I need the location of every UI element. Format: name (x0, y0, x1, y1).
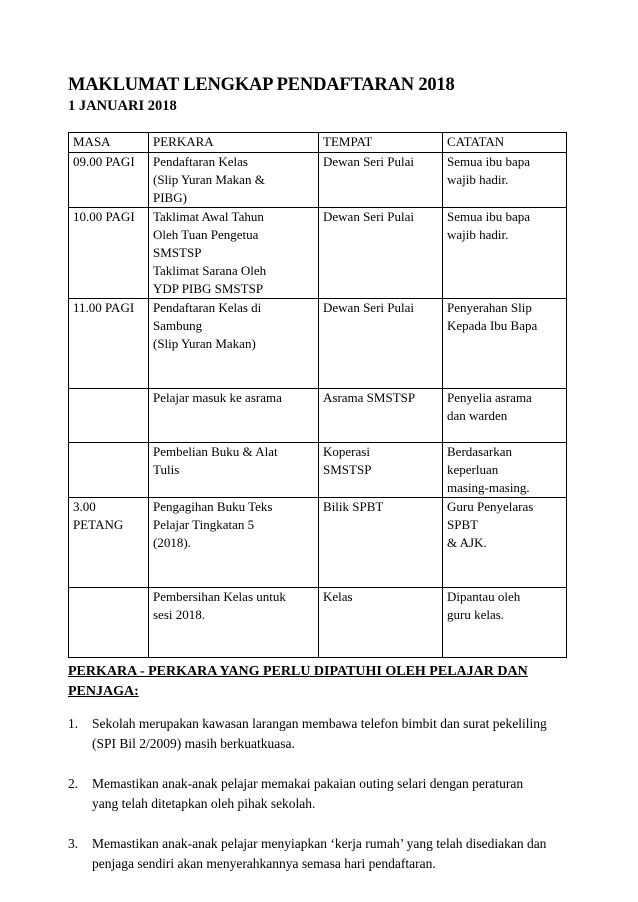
rules-heading: PERKARA - PERKARA YANG PERLU DIPATUHI OLEH PELAJAR DAN PENJAGA: (68, 664, 528, 699)
rules-list (68, 714, 548, 894)
cell-perkara: Pendaftaran Kelas di Sambung (Slip Yuran Makan) (149, 299, 319, 389)
header-perkara: PERKARA (149, 133, 319, 153)
cell-masa (69, 443, 149, 498)
table-row (69, 299, 567, 389)
list-item-text: Sekolah merupakan kawasan larangan membawa telefon bimbit dan surat pekeliling (SPI Bil 2/2009) masih berkuatkuasa. (92, 716, 547, 751)
header-masa: MASA (69, 133, 149, 153)
cell-catatan: Penyelia asrama dan warden (443, 389, 567, 443)
cell-tempat: Dewan Seri Pulai (319, 208, 443, 299)
list-item-text: Memastikan anak-anak pelajar memakai pakaian outing selari dengan peraturan yang telah ditetapkan oleh pihak sekolah. (92, 776, 524, 811)
document-title: MAKLUMAT LENGKAP PENDAFTARAN 2018 (68, 75, 455, 95)
cell-catatan: Dipantau oleh guru kelas. (443, 588, 567, 658)
cell-tempat: Bilik SPBT (319, 498, 443, 588)
table-row (69, 208, 567, 299)
cell-masa: 09.00 PAGI (69, 153, 149, 208)
cell-tempat: Koperasi SMSTSP (319, 443, 443, 498)
cell-tempat: Kelas (319, 588, 443, 658)
cell-perkara: Pengagihan Buku Teks Pelajar Tingkatan 5 (2018). (149, 498, 319, 588)
table-row (69, 588, 567, 658)
cell-catatan: Penyerahan Slip Kepada Ibu Bapa (443, 299, 567, 389)
header-tempat: TEMPAT (319, 133, 443, 153)
cell-perkara: Pelajar masuk ke asrama (149, 389, 319, 443)
cell-catatan: Guru Penyelaras SPBT & AJK. (443, 498, 567, 588)
table-row (69, 443, 567, 498)
cell-perkara: Taklimat Awal Tahun Oleh Tuan Pengetua SMSTSP Taklimat Sarana Oleh YDP PIBG SMSTSP (149, 208, 319, 299)
cell-masa: 3.00 PETANG (69, 498, 149, 588)
list-item-number: 3. (68, 836, 79, 851)
cell-perkara: Pendaftaran Kelas (Slip Yuran Makan & PIBG) (149, 153, 319, 208)
cell-masa: 11.00 PAGI (69, 299, 149, 389)
table-row (69, 153, 567, 208)
list-item (68, 834, 548, 874)
list-item-number: 2. (68, 776, 79, 791)
cell-tempat: Asrama SMSTSP (319, 389, 443, 443)
list-item-number: 1. (68, 716, 79, 731)
cell-perkara: Pembelian Buku & Alat Tulis (149, 443, 319, 498)
table-header-row (69, 133, 567, 153)
cell-tempat: Dewan Seri Pulai (319, 153, 443, 208)
schedule-table (68, 132, 567, 658)
cell-catatan: Semua ibu bapa wajib hadir. (443, 153, 567, 208)
list-item (68, 774, 548, 814)
cell-masa: 10.00 PAGI (69, 208, 149, 299)
table-row (69, 389, 567, 443)
cell-perkara: Pembersihan Kelas untuk sesi 2018. (149, 588, 319, 658)
document-date: 1 JANUARI 2018 (68, 98, 177, 114)
list-item-text: Memastikan anak-anak pelajar menyiapkan ‘kerja rumah’ yang telah disediakan dan penjaga sendiri akan menyerahkannya semasa hari pendaftaran. (92, 836, 547, 871)
list-item (68, 714, 548, 754)
header-catatan: CATATAN (443, 133, 567, 153)
table-row (69, 498, 567, 588)
cell-catatan: Semua ibu bapa wajib hadir. (443, 208, 567, 299)
cell-masa (69, 588, 149, 658)
cell-tempat: Dewan Seri Pulai (319, 299, 443, 389)
cell-catatan: Berdasarkan keperluan masing-masing. (443, 443, 567, 498)
cell-masa (69, 389, 149, 443)
